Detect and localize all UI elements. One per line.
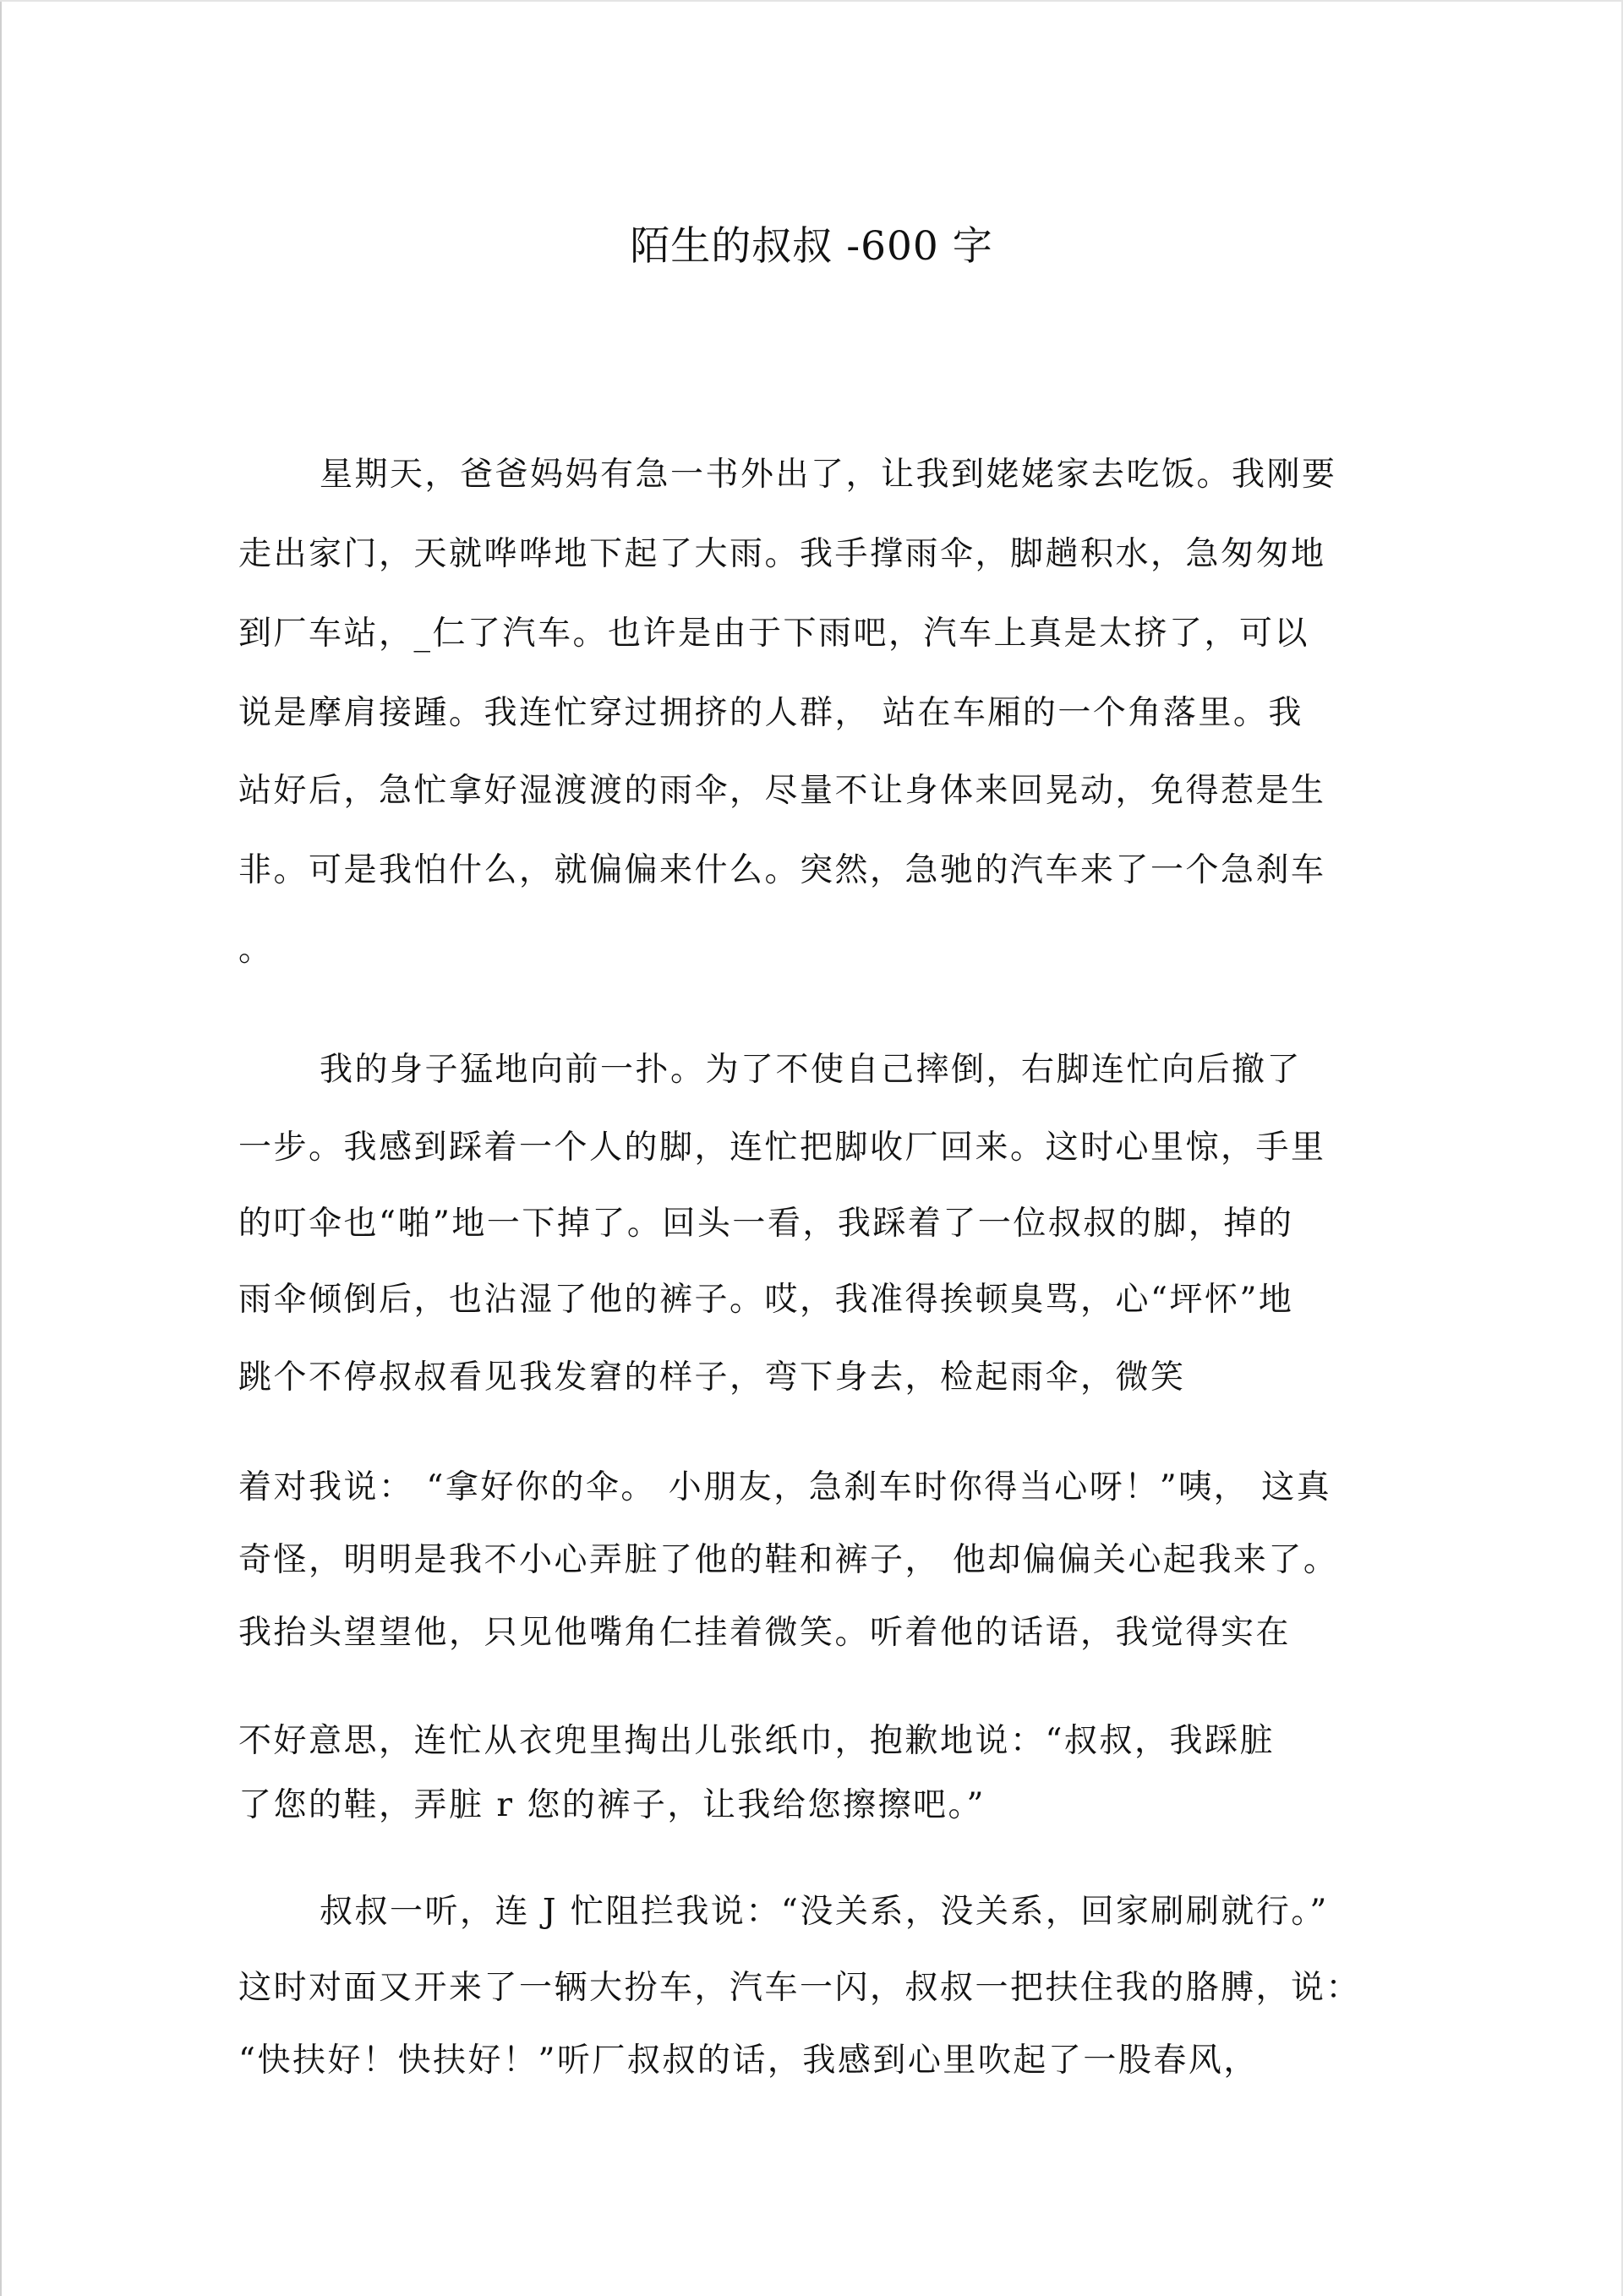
paragraph-line: 雨伞倾倒后，也沾湿了他的裤子。哎，我准得挨顿臭骂，心“坪怀”地	[238, 1281, 1294, 1319]
paragraph-line: 跳个不停叔叔看见我发窘的样子，弯下身去，检起雨伞，微笑	[238, 1358, 1186, 1397]
document-title: 陌生的叔叔 -600 字	[630, 223, 993, 270]
paragraph-line: 一步。我感到踩着一个人的脚，连忙把脚收厂回来。这时心里惊，手里	[238, 1129, 1326, 1167]
page-edge-top	[0, 0, 1623, 2]
paragraph-line: 星期天，爸爸妈妈有急一书外出了，让我到姥姥家去吃饭。我刚要	[320, 456, 1337, 494]
paragraph-line: “快扶好！快扶好！”听厂叔叔的话，我感到心里吹起了一股春风，	[238, 2042, 1259, 2080]
paragraph-line: 。	[238, 931, 274, 969]
paragraph-line: 走出家门，天就哗哗地下起了大雨。我手撑雨伞，脚趟积水，急匆匆地	[238, 535, 1326, 573]
paragraph-line: 这时对面又开来了一辆大扮车，汽车一闪，叔叔一把扶住我的胳膊，说：	[238, 1969, 1362, 2007]
paragraph-line: 我抬头望望他，只见他嘴角仁挂着微笑。听着他的话语，我觉得实在	[238, 1614, 1292, 1652]
paragraph-line: 说是摩肩接踵。我连忙穿过拥挤的人群， 站在车厢的一个角落里。我	[238, 694, 1303, 732]
paragraph-line: 站好后，急忙拿好湿渡渡的雨伞，尽量不让身体来回晃动，免得惹是生	[238, 772, 1326, 810]
paragraph-line: 的叮伞也“啪”地一下掉了。回头一看，我踩着了一位叔叔的脚，掉的	[238, 1205, 1294, 1243]
page-edge-left	[0, 0, 2, 2296]
paragraph-line: 了您的鞋，弄脏 r 您的裤子，让我给您擦擦吧。”	[238, 1786, 986, 1824]
paragraph-line: 叔叔一听，连 J 忙阻拦我说：“没关系，没关系，回家刷刷就行。”	[320, 1893, 1329, 1931]
paragraph-line: 着对我说： “拿好你的伞。 小朋友，急刹车时你得当心呀！”咦， 这真	[238, 1468, 1332, 1506]
paragraph-line: 奇怪，明明是我不小心弄脏了他的鞋和裤子， 他却偏偏关心起我来了。	[238, 1541, 1339, 1579]
paragraph-line: 非。可是我怕什么，就偏偏来什么。突然，急驰的汽车来了一个急刹车	[238, 851, 1326, 889]
paragraph-line: 我的身子猛地向前一扑。为了不使自己摔倒，右脚连忙向后撤了	[320, 1051, 1303, 1089]
paragraph-line: 到厂车站，_仁了汽车。也许是由于下雨吧，汽车上真是太挤了，可以	[238, 615, 1310, 653]
paragraph-line: 不好意思，连忙从衣兜里掏出儿张纸巾，抱歉地说：“叔叔，我踩脏	[238, 1722, 1275, 1760]
